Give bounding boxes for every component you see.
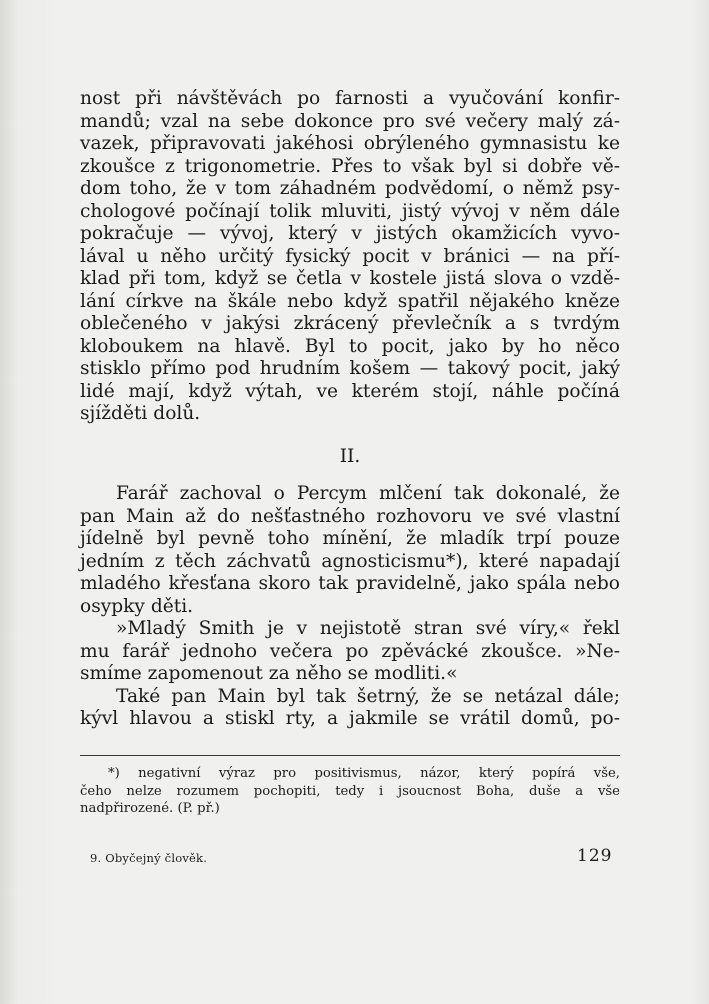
text-line: lání církve na škále nebo když spatřil nějakého kněze — [80, 290, 620, 312]
text-line: Také pan Main byl tak šetrný, že se netázal dále; — [116, 685, 620, 707]
text-line: nost při návštěvách po farnosti a vyučování konfir- — [80, 88, 620, 109]
text-line: vazek, připravovati jakéhosi obrýleného gymnasistu ke — [80, 133, 620, 154]
text-line: sjížděti dolů. — [80, 403, 201, 424]
main-text — [80, 88, 620, 731]
paragraph-1 — [80, 88, 620, 426]
page-number: 129 — [577, 846, 613, 866]
text-line: mu farář jednoho večera po zpěvácké zkoušce. »Ne- — [80, 640, 620, 662]
text-line: lával u něho určitý fysický pocit v bránici — na pří- — [80, 245, 620, 267]
text-line: osypky děti. — [80, 595, 194, 617]
text-line: lidé mají, když výtah, ve kterém stojí, náhle počíná — [80, 380, 620, 402]
text-line: mladého křesťana skoro tak pravidelně, jako spála nebo — [80, 573, 620, 594]
paragraph-3 — [80, 618, 620, 686]
footnote-divider — [80, 755, 620, 756]
text-line: kloboukem na hlavě. Byl to pocit, jako by ho něco — [80, 335, 620, 357]
text-line: oblečeného v jakýsi zkrácený převlečník a s tvrdým — [80, 313, 620, 334]
text-line: pan Main až do nešťastného rozhovoru ve své vlastní — [80, 505, 620, 527]
printer-signature: 9. Obyčejný člověk. — [90, 851, 208, 865]
text-line: dom toho, že v tom záhadném podvědomí, o němž psy- — [80, 178, 620, 199]
text-line: stisklo přímo pod hrudním košem — takový pocit, jaký — [80, 358, 620, 379]
footnote-line: nadpřirozené. (P. př.) — [80, 801, 220, 816]
footnote-line: čeho nelze rozumem pochopiti, tedy i jsoucnost Boha, duše a vše — [80, 783, 620, 799]
text-line: jedním z těch záchvatů agnosticismu*), které napadají — [80, 550, 620, 572]
paragraph-2 — [80, 483, 620, 618]
text-line: zkoušce z trigonometrie. Přes to však byl si dobře vě- — [80, 155, 620, 177]
text-line: smíme zapomenout za něho se modliti.« — [80, 663, 458, 684]
text-line: mandů; vzal na sebe dokonce pro své večery malý zá- — [80, 110, 620, 132]
text-line: jídelně byl pevně toho mínění, že mladík trpí pouze — [80, 528, 620, 549]
text-line: »Mladý Smith je v nejistotě stran své víry,« řekl — [116, 618, 620, 639]
section-heading: II. — [339, 445, 361, 467]
text-line: pokračuje — vývoj, který v jistých okamžicích vyvo- — [80, 223, 620, 244]
text-line: Farář zachoval o Percym mlčení tak dokonalé, že — [116, 483, 620, 504]
footnote-line: *) negativní výraz pro positivismus, názor, který popírá vše, — [108, 766, 620, 781]
footnote — [80, 765, 620, 818]
text-line: klad při tom, když se četla v kostele jistá slova o vzdě- — [80, 268, 620, 289]
text-line: chologové počínají tolik mluviti, jistý vývoj v něm dále — [80, 200, 620, 222]
paragraph-4 — [80, 686, 620, 731]
text-line: kývl hlavou a stiskl rty, a jakmile se vrátil domů, po- — [80, 708, 620, 729]
